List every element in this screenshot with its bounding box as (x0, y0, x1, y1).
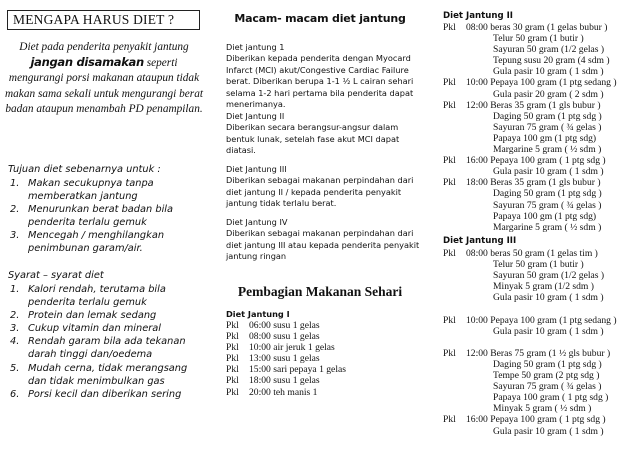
list-item: 1. Kalori rendah, terutama bila penderita terlalu gemuk (10, 284, 166, 309)
diet1-title: Diet Jantung I (226, 309, 290, 319)
list-item: 3. Cukup vitamin dan mineral (10, 323, 162, 335)
why-diet-title: MENGAPA HARUS DIET ? (7, 10, 200, 30)
schedule-row: Pkl 10:00 Pepaya 100 gram (1 ptg sedang ) (443, 314, 617, 326)
schedule-row: Pkl 08:00 susu 1 gelas (226, 331, 320, 343)
schedule-row: Papaya 100 gm (1 ptg sdg) (493, 132, 597, 144)
schedule-row: Pkl 13:00 susu 1 gelas (226, 353, 320, 365)
requirements-list (8, 283, 208, 401)
schedule-row: Telur 50 gram (1 butir ) (493, 259, 584, 271)
column-diet-types (216, 0, 424, 451)
list-item: 5. Mudah cerna, tidak merangsang dan tidak menimbulkan gas (10, 362, 188, 387)
schedule-row: Gula pasir 10 gram ( 1 sdm ) (493, 166, 604, 178)
schedule-row (443, 303, 617, 314)
requirements-heading: Syarat – syarat diet (8, 270, 104, 281)
schedule-row: Papaya 100 gram ( 1 ptg sdg ) (493, 392, 609, 404)
list-item: 4. Rendah garam bila ada tekanan darah tinggi dan/oedema (10, 336, 186, 361)
list-item: 2. Menurunkan berat badan bila penderita terlalu gemuk (10, 204, 174, 229)
schedule-row: Sayuran 75 gram ( ¾ gelas ) (493, 199, 602, 211)
list-item: 2. Protein dan lemak sedang (10, 310, 157, 322)
diet3-title: Diet Jantung III (443, 236, 517, 246)
diet-type-block: Diet jantung 1 Diberikan kepada penderita dengan Myocard Infarct (MCI) akut/Congestive Cardiac Failure berat. Diberikan berupa 1-1 ½ L cairan sehari selama 1-2 hari pertama bila penderita dapat menerimanya. (226, 42, 414, 110)
schedule-row: Gula pasir 10 gram ( 1 sdm ) (493, 66, 604, 78)
diet2-title: Diet Jantung II (443, 11, 514, 21)
schedule-row: Minyak 5 gram ( ½ sdm ) (493, 403, 592, 415)
schedule-row: Pkl 12:00 Beras 35 gram (1 gls bubur ) (443, 99, 601, 111)
meal-division-title: Pembagian Makanan Sehari (237, 284, 403, 299)
schedule-row: Pkl 06:00 susu 1 gelas (226, 320, 320, 331)
intro-paragraph (4, 40, 204, 117)
goals-list (8, 177, 208, 256)
schedule-row: Margarine 5 gram ( ½ sdm ) (493, 144, 602, 156)
schedule-row: Pkl 08:00 beras 50 gram (1 gelas tim ) (443, 248, 598, 259)
schedule-row: Daging 50 gram (1 ptg sdg ) (493, 358, 602, 370)
diet-type-block: Diet Jantung IV Diberikan sebagai makanan perpindahan dari diet jantung III atau kepada penderita penyakit jantung ringan (226, 217, 420, 262)
column-why-diet (0, 0, 208, 451)
goals-heading: Tujuan diet sebenarnya untuk : (8, 164, 161, 175)
schedule-row: Gula pasir 10 gram ( 1 sdm ) (493, 425, 604, 437)
schedule-row: Gula pasir 10 gram ( 1 sdm ) (493, 292, 604, 304)
schedule-row: Pkl 18:00 Beras 35 gram (1 gls bubur ) (443, 177, 601, 189)
diet1-schedule (226, 320, 346, 398)
schedule-row: Pkl 16:00 Pepaya 100 gram ( 1 ptg sdg ) (443, 155, 606, 167)
schedule-row: Daging 50 gram (1 ptg sdg ) (493, 188, 602, 200)
schedule-row: Pkl 16:00 Pepaya 100 gram ( 1 ptg sdg ) (443, 414, 606, 426)
schedule-row: Sayuran 50 gram (1/2 gelas ) (493, 44, 605, 56)
schedule-row: Papaya 100 gm (1 ptg sdg) (493, 210, 597, 222)
schedule-row: Sayuran 50 gram (1/2 gelas ) (493, 270, 605, 282)
schedule-row: Tempe 50 gram (2 ptg sdg ) (493, 370, 600, 382)
schedule-row: Margarine 5 gram ( ½ sdm ) (493, 221, 602, 233)
list-item: 6. Porsi kecil dan diberikan sering (10, 388, 182, 400)
schedule-row: Pkl 20:00 teh manis 1 (226, 386, 318, 398)
diet2-schedule (443, 22, 617, 233)
intro-text-start: Diet pada penderita penyakit jantung (19, 41, 189, 53)
diet-type-block: Diet Jantung II Diberikan secara berangsur-angsur dalam bentuk lunak, setelah fase akut MCI dapat diatasi. (226, 111, 400, 156)
diet-types-title: Macam- macam diet jantung (234, 12, 406, 25)
schedule-row: Pkl 15:00 sari pepaya 1 gelas (226, 364, 346, 376)
schedule-row: Pkl 10:00 air jeruk 1 gelas (226, 342, 335, 354)
diet3-schedule (443, 248, 617, 437)
schedule-row: Minyak 5 gram (1/2 sdm ) (493, 281, 594, 293)
schedule-row: Telur 50 gram (1 butir ) (493, 33, 584, 45)
diet-type-block: Diet Jantung III Diberikan sebagai makanan perpindahan dari diet jantung II / kepada penderita penyakit jantung tidak terlalu berat. (226, 164, 414, 209)
schedule-row: Sayuran 75 gram ( ¾ gelas ) (493, 381, 602, 393)
schedule-row: Pkl 10:00 Pepaya 100 gram (1 ptg sedang ) (443, 77, 617, 89)
list-item: 1. Makan secukupnya tanpa memberatkan jantung (10, 178, 154, 203)
schedule-row (443, 337, 617, 348)
schedule-row: Gula pasir 20 gram ( 2 sdm ) (493, 88, 604, 100)
schedule-row: Pkl 18:00 susu 1 gelas (226, 375, 320, 387)
intro-text-end: seperti mengurangi porsi makanan ataupun tidak makan sama sekali untuk mengurangi berat badan ataupun menambah PD penampilan. (5, 57, 203, 115)
schedule-row: Pkl 12:00 Beras 75 gram (1 ½ gls bubur ) (443, 347, 611, 359)
schedule-row: Sayuran 75 gram ( ¾ gelas ) (493, 121, 602, 133)
column-schedules (430, 0, 638, 451)
intro-emphasis: jangan disamakan (30, 55, 144, 70)
schedule-row: Daging 50 gram (1 ptg sdg ) (493, 110, 602, 122)
schedule-row: Pkl 08:00 beras 30 gram (1 gelas bubur ) (443, 22, 608, 33)
schedule-row: Tepung susu 20 gram (4 sdm ) (493, 55, 610, 67)
schedule-row: Gula pasir 10 gram ( 1 sdm ) (493, 325, 604, 337)
list-item: 3. Mencegah / menghilangkan penimbunan garam/air. (10, 230, 165, 255)
